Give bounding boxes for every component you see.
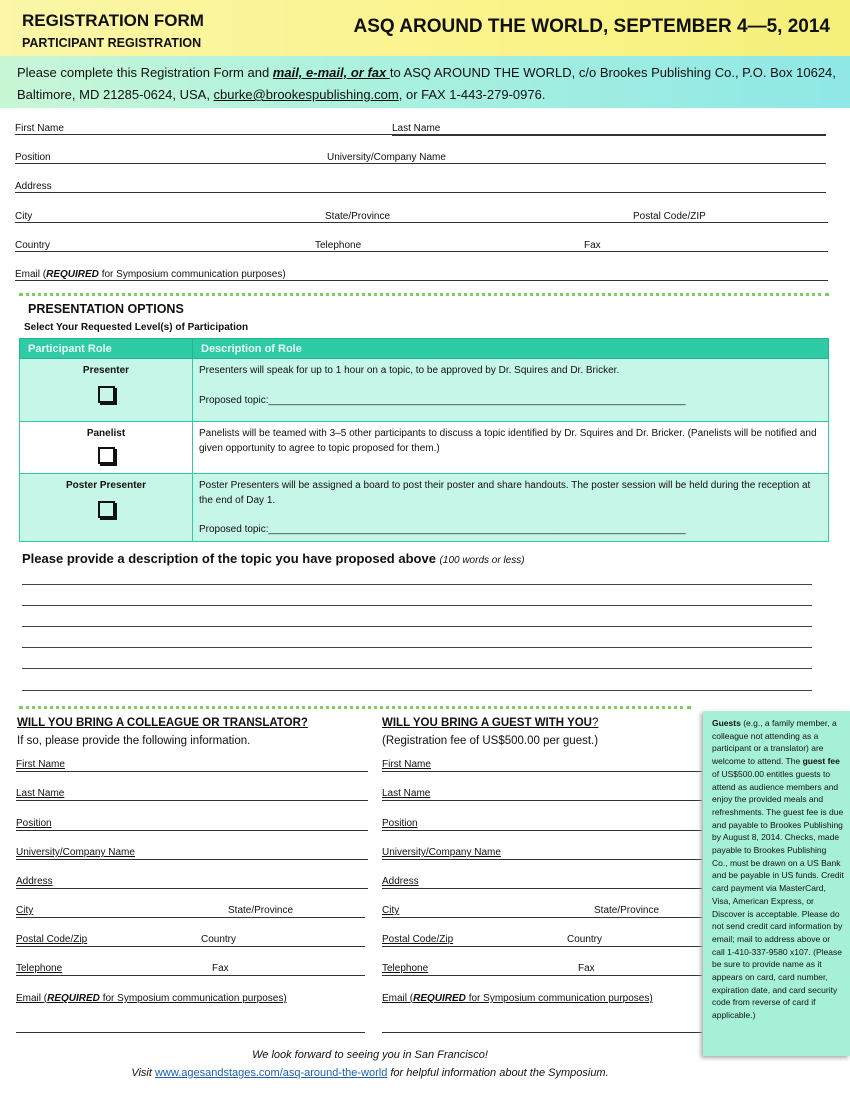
role-description: Presenters will speak for up to 1 hour on a topic, to be approved by Dr. Squires and Dr. Bricker. [199, 365, 620, 376]
email-label-required: REQUIRED [46, 269, 99, 280]
event-title: ASQ AROUND THE WORLD, SEPTEMBER 4—5, 2014 [353, 16, 830, 37]
label-text: State/Province [228, 905, 294, 916]
university-label: University/Company Name [327, 152, 446, 163]
guest-address-label [382, 876, 419, 887]
colleague-university-field[interactable] [16, 859, 368, 860]
description-line[interactable] [22, 668, 812, 669]
table-row [20, 359, 829, 422]
email-field[interactable] [15, 280, 828, 281]
guest-university-field[interactable] [382, 859, 702, 860]
fax-label: Fax [584, 240, 601, 251]
country-label: Country [15, 240, 51, 251]
form-title: REGISTRATION FORM [22, 11, 204, 30]
address-field[interactable] [15, 192, 826, 193]
presentation-subtitle: Select Your Requested Level(s) of Participation [24, 322, 249, 333]
guest-subtext: (Registration fee of US$500.00 per guest.) [382, 735, 599, 747]
colleague-email-label [16, 993, 287, 1004]
email-label-post: for Symposium communication purposes) [98, 269, 286, 280]
section-divider [19, 293, 829, 296]
guest-heading [382, 717, 598, 729]
label-text: Postal Code/Zip [16, 934, 88, 945]
guest-heading-q: ? [592, 717, 599, 729]
panelist-checkbox[interactable] [98, 447, 115, 464]
poster-presenter-checkbox[interactable] [98, 501, 115, 518]
table-row [20, 474, 829, 542]
last-name-label: Last Name [392, 123, 441, 134]
label-text: Last Name [16, 788, 65, 799]
role-name: Panelist [86, 428, 126, 439]
label-text: University/Company Name [382, 847, 501, 858]
label-required: REQUIRED [47, 993, 100, 1004]
guest-email-label [382, 993, 653, 1004]
footer-rest: for helpful information about the Symposium. [387, 1067, 609, 1079]
intro-emphasis: mail, e-mail, or fax [272, 65, 390, 80]
guest-email-field[interactable] [382, 1032, 702, 1033]
telephone-label: Telephone [315, 240, 362, 251]
footer-message: We look forward to seeing you in San Francisco! [252, 1049, 488, 1061]
colleague-postal-field[interactable] [16, 946, 365, 947]
guest-address-field[interactable] [382, 888, 702, 889]
city-label: City [15, 211, 33, 222]
label-text: Last Name [382, 788, 431, 799]
colleague-address-label [16, 876, 53, 887]
description-title [22, 551, 525, 566]
guest-postal-label [382, 934, 453, 945]
colleague-telephone-label [16, 963, 62, 974]
intro-part1: Please complete this Registration Form and [17, 65, 273, 80]
role-description: Panelists will be teamed with 3–5 other participants to discuss a topic identified by Dr. Squires and Dr. Bricker. (Panelists will be notified and given opportunity to agree to topic proposed for them.) [199, 428, 817, 454]
presentation-table [19, 338, 829, 542]
role-name: Presenter [82, 365, 130, 376]
state-label: State/Province [325, 211, 391, 222]
colleague-city-field[interactable] [16, 917, 365, 918]
guest-telephone-label [382, 963, 428, 974]
presenter-checkbox[interactable] [98, 386, 115, 403]
last-name-field[interactable] [392, 134, 826, 136]
colleague-last-name-field[interactable] [16, 800, 368, 801]
email-label-pre: Email ( [15, 269, 47, 280]
header-banner [0, 0, 850, 56]
intro-part3: , or FAX 1-443-279-0976. [398, 87, 546, 102]
label-required: REQUIRED [413, 993, 466, 1004]
first-name-label: First Name [15, 123, 64, 134]
footer-visit [0, 1067, 740, 1079]
label-text: Email ( [382, 993, 414, 1004]
postal-label: Postal Code/ZIP [633, 211, 706, 222]
label-text: Country [201, 934, 237, 945]
role-description: Poster Presenters will be assigned a board to post their poster and share handouts. The poster session will be held during the reception at the end of Day 1. [199, 480, 811, 506]
guests-bold: Guests [712, 718, 741, 728]
guest-first-name-label [382, 759, 431, 770]
colleague-city-label [16, 905, 33, 916]
label-text: First Name [382, 759, 431, 770]
guest-info-part2: of US$500.00 entitles guests to attend as audience members and enjoy the provided meals and refreshments. The guest fee is due and payable to Brookes Publishing by August 8, 2014. Checks, made payable to Brookes Publishing Co., must be drawn on a US Bank and be payable in US funds. Credit card payment via MasterCard, Visa, American Express, or Discover is acceptable. Please do not send credit card information by email; mail to address above or call 1-410-337-9580 x107. (Please be sure to provide name as it appears on card, card number, expiration date, and card security code from reverse of card if applicable.) [712, 768, 844, 1021]
colleague-country-label [201, 934, 236, 945]
intro-part2: to ASQ AROUND THE WORLD, c/o Brookes Publishing Co., P.O. Box 10624, Baltimore, MD 21285-0624, USA, [17, 65, 836, 102]
desc-cell [193, 359, 829, 422]
guest-fax-label [578, 963, 595, 974]
intro-banner [0, 56, 850, 108]
guest-first-name-field[interactable] [382, 771, 702, 772]
label-text: Address [382, 876, 419, 887]
table-header-row [20, 339, 829, 359]
label-text: for Symposium communication purposes) [99, 993, 287, 1004]
address-label: Address [15, 181, 52, 192]
label-text: First Name [16, 759, 65, 770]
label-text: Position [382, 818, 418, 829]
label-text: Fax [212, 963, 229, 974]
role-cell [20, 474, 193, 542]
city-field[interactable] [15, 222, 828, 223]
guest-info-part1: (e.g., a family member, a colleague not attending as a participant or a translator) are welcome to attend. The [712, 718, 837, 767]
position-field[interactable] [15, 163, 826, 164]
country-field[interactable] [15, 251, 828, 252]
guest-info-text [712, 717, 844, 1022]
description-line[interactable] [22, 647, 812, 648]
colleague-email-field[interactable] [16, 1032, 365, 1033]
form-subtitle: PARTICIPANT REGISTRATION [22, 36, 202, 50]
col-desc-header: Description of Role [193, 339, 829, 359]
description-line[interactable] [22, 690, 812, 691]
role-cell [20, 359, 193, 422]
colleague-last-name-label [16, 788, 64, 799]
colleague-position-field[interactable] [16, 830, 368, 831]
label-text: Telephone [16, 963, 63, 974]
description-line[interactable] [22, 605, 812, 606]
col-role-header: Participant Role [20, 339, 193, 359]
guest-fee-bold: guest fee [802, 756, 840, 767]
guest-position-label [382, 818, 418, 829]
position-label: Position [15, 152, 51, 163]
guest-heading-text: WILL YOU BRING A GUEST WITH YOU [382, 717, 592, 729]
guest-telephone-field[interactable] [382, 975, 702, 976]
guest-last-name-field[interactable] [382, 800, 702, 801]
guest-postal-field[interactable] [382, 946, 702, 947]
desc-cell [193, 474, 829, 542]
guest-city-label [382, 905, 399, 916]
contact-email-link[interactable]: cburke@brookespublishing.com [213, 87, 399, 102]
description-note: (100 words or less) [439, 555, 525, 566]
colleague-first-name-label [16, 759, 65, 770]
label-text: State/Province [594, 905, 660, 916]
label-text: City [382, 905, 400, 916]
guest-city-field[interactable] [382, 917, 702, 918]
footer-visit-text: Visit [131, 1067, 155, 1079]
email-label [15, 269, 286, 280]
colleague-telephone-field[interactable] [16, 975, 365, 976]
label-text: Country [567, 934, 603, 945]
label-text: Telephone [382, 963, 429, 974]
first-name-field[interactable] [15, 134, 393, 135]
label-text: Position [16, 818, 52, 829]
proposed-topic-field[interactable]: Proposed topic:___________________________________________________________________________ [199, 395, 686, 406]
label-text: University/Company Name [16, 847, 135, 858]
colleague-state-label [228, 905, 293, 916]
table-row [20, 422, 829, 474]
desc-cell [193, 422, 829, 474]
colleague-postal-label [16, 934, 87, 945]
guest-country-label [567, 934, 602, 945]
colleague-first-name-field[interactable] [16, 771, 368, 772]
description-line[interactable] [22, 584, 812, 585]
guest-university-label [382, 847, 501, 858]
guest-state-label [594, 905, 659, 916]
label-text: for Symposium communication purposes) [465, 993, 653, 1004]
colleague-position-label [16, 818, 52, 829]
label-text: Postal Code/Zip [382, 934, 454, 945]
colleague-subtext: If so, please provide the following information. [17, 735, 251, 747]
description-line[interactable] [22, 626, 812, 627]
presentation-title: PRESENTATION OPTIONS [28, 302, 184, 316]
colleague-fax-label [212, 963, 229, 974]
label-text: Fax [578, 963, 595, 974]
guest-position-field[interactable] [382, 830, 702, 831]
guest-last-name-label [382, 788, 430, 799]
website-link[interactable]: www.agesandstages.com/asq-around-the-world [154, 1067, 388, 1079]
label-text: Address [16, 876, 53, 887]
colleague-heading: WILL YOU BRING A COLLEAGUE OR TRANSLATOR? [17, 717, 308, 729]
guest-info-sidebar [703, 711, 850, 1056]
label-text: Email ( [16, 993, 48, 1004]
proposed-topic-field[interactable]: Proposed topic:___________________________________________________________________________ [199, 524, 686, 535]
description-title-text: Please provide a description of the topic you have proposed above [22, 551, 440, 566]
role-name: Poster Presenter [65, 480, 147, 491]
colleague-address-field[interactable] [16, 888, 368, 889]
intro-text [17, 62, 837, 106]
role-cell [20, 422, 193, 474]
section-divider [19, 706, 691, 709]
colleague-university-label [16, 847, 135, 858]
label-text: City [16, 905, 34, 916]
